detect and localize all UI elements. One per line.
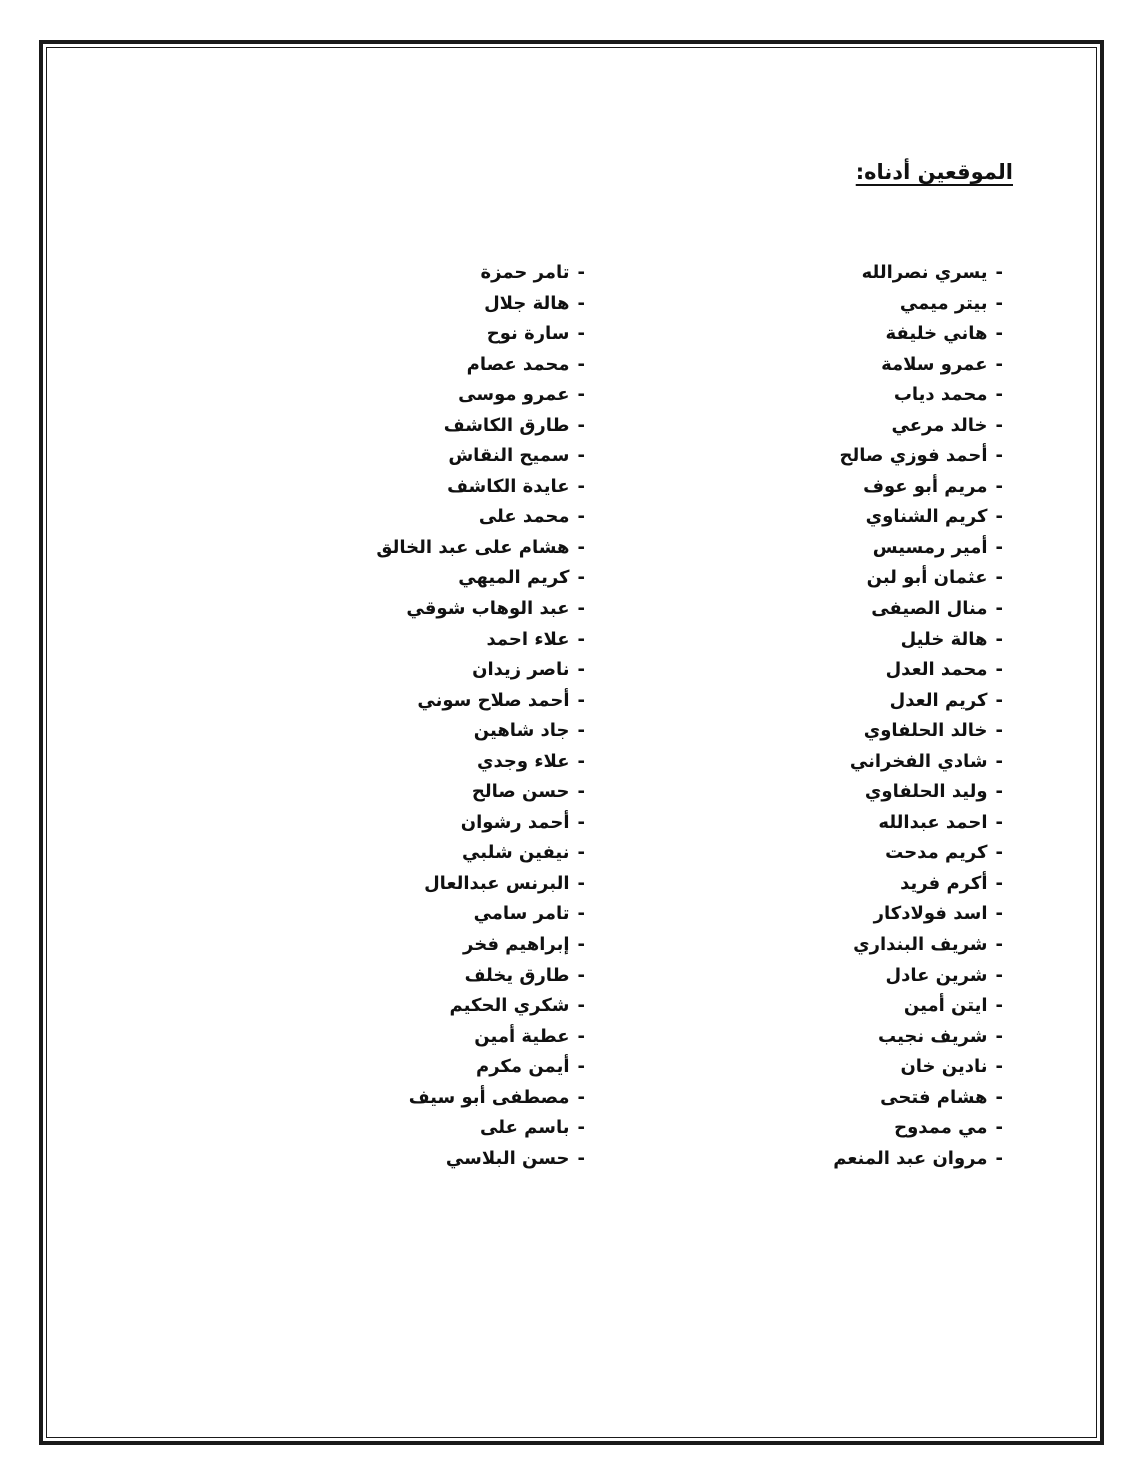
signatory-item bbox=[833, 625, 1003, 656]
signatory-name: علاء وجدي bbox=[477, 750, 570, 772]
bullet-dash: - bbox=[995, 598, 1003, 620]
bullet-dash: - bbox=[995, 659, 1003, 681]
signatory-item bbox=[376, 1052, 585, 1083]
signatory-item bbox=[376, 563, 585, 594]
bullet-dash: - bbox=[995, 567, 1003, 589]
bullet-dash: - bbox=[995, 811, 1003, 833]
signatory-item bbox=[833, 350, 1003, 381]
signatory-item bbox=[376, 961, 585, 992]
bullet-dash: - bbox=[995, 414, 1003, 436]
signatory-item bbox=[376, 502, 585, 533]
signatory-item bbox=[833, 594, 1003, 625]
bullet-dash: - bbox=[995, 995, 1003, 1017]
signatory-name: وليد الحلفاوي bbox=[864, 781, 988, 803]
signatory-name: هالة جلال bbox=[484, 292, 570, 314]
signatory-item bbox=[376, 930, 585, 961]
signatory-item bbox=[833, 808, 1003, 839]
signatory-name: شريف البنداري bbox=[853, 934, 988, 956]
signatory-item bbox=[376, 289, 585, 320]
bullet-dash: - bbox=[577, 628, 585, 650]
bullet-dash: - bbox=[577, 1117, 585, 1139]
bullet-dash: - bbox=[577, 995, 585, 1017]
signatory-name: شريف نجيب bbox=[878, 1025, 988, 1047]
bullet-dash: - bbox=[577, 934, 585, 956]
signatory-name: مي ممدوح bbox=[894, 1117, 988, 1139]
bullet-dash: - bbox=[577, 811, 585, 833]
signatory-name: شكري الحكيم bbox=[449, 995, 570, 1017]
signatory-name: إبراهيم فخر bbox=[463, 934, 570, 956]
bullet-dash: - bbox=[577, 292, 585, 314]
signatory-item bbox=[833, 686, 1003, 717]
signatory-name: سميح النقاش bbox=[448, 445, 570, 467]
signatory-name: البرنس عبدالعال bbox=[424, 872, 570, 894]
signatory-item bbox=[833, 289, 1003, 320]
signatory-item bbox=[376, 533, 585, 564]
bullet-dash: - bbox=[995, 353, 1003, 375]
signatory-item bbox=[833, 716, 1003, 747]
signatory-item bbox=[376, 472, 585, 503]
bullet-dash: - bbox=[577, 689, 585, 711]
signatory-item bbox=[376, 838, 585, 869]
signatory-name: عبد الوهاب شوقي bbox=[406, 598, 570, 620]
bullet-dash: - bbox=[995, 964, 1003, 986]
bullet-dash: - bbox=[577, 1056, 585, 1078]
signatory-item bbox=[833, 441, 1003, 472]
signatory-name: خالد الحلفاوي bbox=[863, 720, 988, 742]
signatory-item bbox=[376, 869, 585, 900]
signatory-name: محمد العدل bbox=[885, 659, 988, 681]
bullet-dash: - bbox=[995, 1056, 1003, 1078]
signatory-item bbox=[833, 472, 1003, 503]
bullet-dash: - bbox=[577, 903, 585, 925]
bullet-dash: - bbox=[995, 445, 1003, 467]
signatory-name: محمد دياب bbox=[893, 384, 988, 406]
signatory-name: عمرو موسى bbox=[458, 384, 570, 406]
bullet-dash: - bbox=[577, 1025, 585, 1047]
signatory-name: ايتن أمين bbox=[903, 995, 988, 1017]
signatory-item bbox=[833, 319, 1003, 350]
signatory-item bbox=[376, 808, 585, 839]
signatory-item bbox=[833, 411, 1003, 442]
signatory-name: شادي الفخراني bbox=[849, 750, 988, 772]
signatory-name: طارق الكاشف bbox=[443, 414, 570, 436]
signatory-item bbox=[833, 563, 1003, 594]
signatory-name: ناصر زيدان bbox=[472, 659, 570, 681]
signatory-name: منال الصيفى bbox=[871, 598, 988, 620]
signatory-item bbox=[376, 1083, 585, 1114]
signatory-name: شرين عادل bbox=[885, 964, 988, 986]
signatory-name: عثمان أبو لبن bbox=[866, 567, 988, 589]
bullet-dash: - bbox=[577, 750, 585, 772]
bullet-dash: - bbox=[995, 781, 1003, 803]
signatory-item bbox=[376, 258, 585, 289]
signatory-item bbox=[376, 594, 585, 625]
bullet-dash: - bbox=[995, 872, 1003, 894]
bullet-dash: - bbox=[577, 1147, 585, 1169]
signatory-name: هشام على عبد الخالق bbox=[376, 536, 570, 558]
bullet-dash: - bbox=[577, 506, 585, 528]
bullet-dash: - bbox=[577, 659, 585, 681]
signatory-name: نيفين شلبي bbox=[462, 842, 570, 864]
bullet-dash: - bbox=[577, 964, 585, 986]
bullet-dash: - bbox=[995, 475, 1003, 497]
signatory-item bbox=[376, 747, 585, 778]
bullet-dash: - bbox=[577, 353, 585, 375]
bullet-dash: - bbox=[577, 598, 585, 620]
signatory-item bbox=[376, 1022, 585, 1053]
signatories-right-column bbox=[833, 258, 1003, 1174]
signatory-name: كريم الميهي bbox=[458, 567, 570, 589]
signatory-name: عطية أمين bbox=[474, 1025, 570, 1047]
bullet-dash: - bbox=[995, 1147, 1003, 1169]
bullet-dash: - bbox=[995, 262, 1003, 283]
signatory-item bbox=[376, 991, 585, 1022]
bullet-dash: - bbox=[995, 536, 1003, 558]
bullet-dash: - bbox=[577, 536, 585, 558]
signatory-name: نادين خان bbox=[900, 1056, 988, 1078]
signatory-name: كريم الشناوي bbox=[865, 506, 988, 528]
bullet-dash: - bbox=[577, 1086, 585, 1108]
signatory-name: أكرم فريد bbox=[900, 872, 988, 894]
bullet-dash: - bbox=[995, 934, 1003, 956]
bullet-dash: - bbox=[577, 781, 585, 803]
signatory-item bbox=[376, 1113, 585, 1144]
signatory-name: مروان عبد المنعم bbox=[833, 1147, 988, 1169]
signatory-item bbox=[833, 258, 1003, 289]
signatory-item bbox=[833, 991, 1003, 1022]
signatory-item bbox=[833, 1113, 1003, 1144]
bullet-dash: - bbox=[577, 262, 585, 283]
signatory-name: هشام فتحى bbox=[880, 1086, 988, 1108]
bullet-dash: - bbox=[577, 567, 585, 589]
signatory-item bbox=[376, 411, 585, 442]
signatory-name: تامر حمزة bbox=[480, 262, 570, 283]
signatory-item bbox=[376, 319, 585, 350]
signatory-name: جاد شاهين bbox=[473, 720, 570, 742]
signatory-name: أحمد صلاح سوني bbox=[417, 689, 570, 711]
signatory-item bbox=[376, 350, 585, 381]
signatory-item bbox=[376, 777, 585, 808]
signatory-name: حسن البلاسي bbox=[445, 1147, 570, 1169]
signatory-item bbox=[833, 655, 1003, 686]
signatory-name: خالد مرعي bbox=[891, 414, 988, 436]
signatory-name: تامر سامي bbox=[473, 903, 570, 925]
bullet-dash: - bbox=[577, 445, 585, 467]
signatory-name: اسد فولادكار bbox=[873, 903, 988, 925]
signatory-name: عمرو سلامة bbox=[881, 353, 988, 375]
signatory-name: محمد عصام bbox=[466, 353, 570, 375]
signatory-name: أيمن مكرم bbox=[476, 1056, 570, 1078]
signatory-item bbox=[833, 838, 1003, 869]
signatory-name: احمد عبدالله bbox=[878, 811, 988, 833]
bullet-dash: - bbox=[995, 506, 1003, 528]
signatory-item bbox=[376, 1144, 585, 1175]
signatory-item bbox=[376, 625, 585, 656]
signatory-item bbox=[833, 899, 1003, 930]
bullet-dash: - bbox=[577, 323, 585, 345]
signatory-item bbox=[833, 380, 1003, 411]
signatory-item bbox=[833, 930, 1003, 961]
bullet-dash: - bbox=[995, 323, 1003, 345]
bullet-dash: - bbox=[995, 720, 1003, 742]
signatory-item bbox=[833, 1083, 1003, 1114]
bullet-dash: - bbox=[577, 414, 585, 436]
signatories-left-column bbox=[376, 258, 585, 1174]
signatory-item bbox=[376, 441, 585, 472]
signatory-item bbox=[833, 1022, 1003, 1053]
signatory-item bbox=[376, 899, 585, 930]
signatory-name: هالة خليل bbox=[900, 628, 988, 650]
signatory-name: علاء احمد bbox=[486, 628, 570, 650]
bullet-dash: - bbox=[577, 475, 585, 497]
signatory-item bbox=[833, 869, 1003, 900]
signatory-name: أحمد فوزي صالح bbox=[839, 445, 988, 467]
signatory-item bbox=[376, 380, 585, 411]
signatory-item bbox=[833, 777, 1003, 808]
signatory-name: حسن صالح bbox=[471, 781, 570, 803]
bullet-dash: - bbox=[995, 292, 1003, 314]
bullet-dash: - bbox=[995, 628, 1003, 650]
signatory-name: بيتر ميمي bbox=[899, 292, 988, 314]
bullet-dash: - bbox=[577, 720, 585, 742]
signatory-item bbox=[376, 686, 585, 717]
signatory-name: هاني خليفة bbox=[885, 323, 988, 345]
signatory-name: كريم مدحت bbox=[885, 842, 988, 864]
bullet-dash: - bbox=[995, 1117, 1003, 1139]
bullet-dash: - bbox=[995, 903, 1003, 925]
signatory-item bbox=[833, 502, 1003, 533]
signatory-name: أمير رمسيس bbox=[872, 536, 988, 558]
bullet-dash: - bbox=[995, 689, 1003, 711]
signatory-name: مصطفى أبو سيف bbox=[408, 1086, 570, 1108]
signatory-name: عايدة الكاشف bbox=[447, 475, 570, 497]
signatory-name: أحمد رشوان bbox=[460, 811, 570, 833]
signatory-name: باسم على bbox=[480, 1117, 570, 1139]
signatory-item bbox=[376, 716, 585, 747]
signatory-item bbox=[833, 747, 1003, 778]
signatory-item bbox=[376, 655, 585, 686]
document-heading: الموقعين أدناه: bbox=[855, 160, 1013, 184]
bullet-dash: - bbox=[995, 1025, 1003, 1047]
bullet-dash: - bbox=[995, 750, 1003, 772]
signatory-name: سارة نوح bbox=[486, 323, 570, 345]
signatory-name: مريم أبو عوف bbox=[863, 475, 988, 497]
signatory-item bbox=[833, 1052, 1003, 1083]
signatory-name: محمد على bbox=[478, 506, 570, 528]
bullet-dash: - bbox=[995, 1086, 1003, 1108]
signatory-name: طارق يخلف bbox=[464, 964, 570, 986]
signatory-item bbox=[833, 961, 1003, 992]
bullet-dash: - bbox=[995, 384, 1003, 406]
bullet-dash: - bbox=[577, 384, 585, 406]
signatory-item bbox=[833, 1144, 1003, 1175]
bullet-dash: - bbox=[577, 842, 585, 864]
bullet-dash: - bbox=[995, 842, 1003, 864]
signatory-name: كريم العدل bbox=[889, 689, 988, 711]
bullet-dash: - bbox=[577, 872, 585, 894]
signatory-name: يسري نصرالله bbox=[861, 262, 988, 283]
signatory-item bbox=[833, 533, 1003, 564]
